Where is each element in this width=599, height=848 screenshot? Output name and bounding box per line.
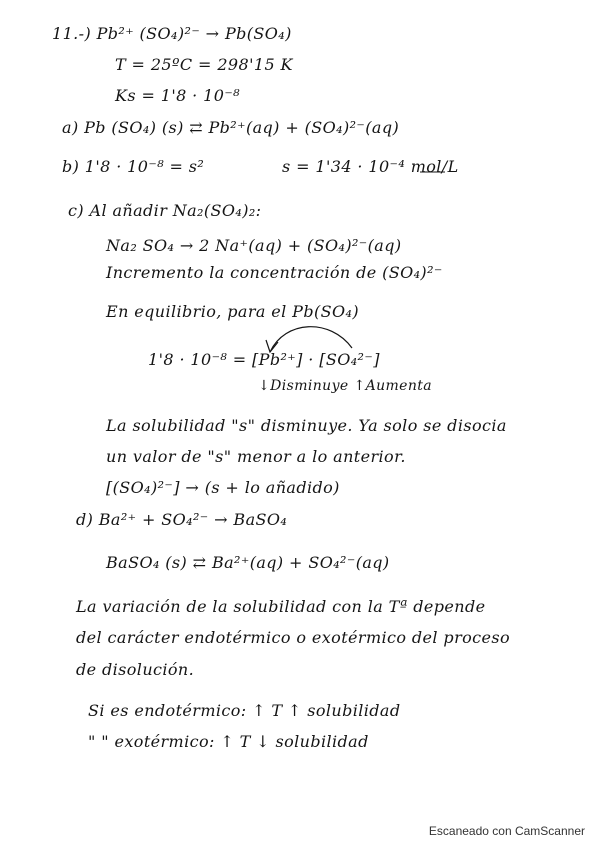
part-d-equilibrium: BaSO₄ (s) ⇄ Ba²⁺(aq) + SO₄²⁻(aq)	[106, 553, 390, 572]
part-c-dissociation: Na₂ SO₄ → 2 Na⁺(aq) + (SO₄)²⁻(aq)	[106, 236, 402, 255]
part-a-equation: a) Pb (SO₄) (s) ⇄ Pb²⁺(aq) + (SO₄)²⁻(aq)	[62, 118, 400, 137]
part-d-reaction: d) Ba²⁺ + SO₄²⁻ → BaSO₄	[76, 510, 288, 529]
part-c-change-arrows: ↓Disminuye ↑Aumenta	[258, 378, 433, 394]
curved-arrow-icon	[270, 327, 352, 352]
part-d-text-1: La variación de la solubilidad con la Tª depende	[76, 597, 486, 616]
part-d-text-2: del carácter endotérmico o exotérmico del proceso	[76, 628, 511, 647]
part-c-concentration: [(SO₄)²⁻] → (s + lo añadido)	[106, 478, 340, 497]
part-d-text-3: de disolución.	[76, 660, 195, 679]
part-c-heading: c) Al añadir Na₂(SO₄)₂:	[68, 201, 262, 220]
part-c-ks-expression: 1'8 · 10⁻⁸ = [Pb²⁺] · [SO₄²⁻]	[148, 350, 380, 369]
part-c-increase-note: Incremento la concentración de (SO₄)²⁻	[106, 263, 443, 282]
endothermic-line: Si es endotérmico: ↑ T ↑ solubilidad	[88, 701, 401, 720]
scanner-watermark: Escaneado con CamScanner	[428, 824, 585, 838]
ks-line: Ks = 1'8 · 10⁻⁸	[115, 86, 240, 105]
part-c-equilibrium-note: En equilibrio, para el Pb(SO₄)	[106, 302, 359, 321]
part-c-conclusion-2: un valor de "s" menor a lo anterior.	[106, 447, 406, 466]
exothermic-line: " " exotérmico: ↑ T ↓ solubilidad	[88, 732, 369, 751]
part-c-conclusion-1: La solubilidad "s" disminuye. Ya solo se disocia	[106, 416, 507, 435]
problem-header: 11.-) Pb²⁺ (SO₄)²⁻ → Pb(SO₄)	[52, 24, 292, 43]
part-b-equation: b) 1'8 · 10⁻⁸ = s²	[62, 157, 205, 176]
part-b-result: s = 1'34 · 10⁻⁴ mol/L	[282, 157, 459, 176]
temperature-line: T = 25ºC = 298'15 K	[115, 55, 293, 74]
